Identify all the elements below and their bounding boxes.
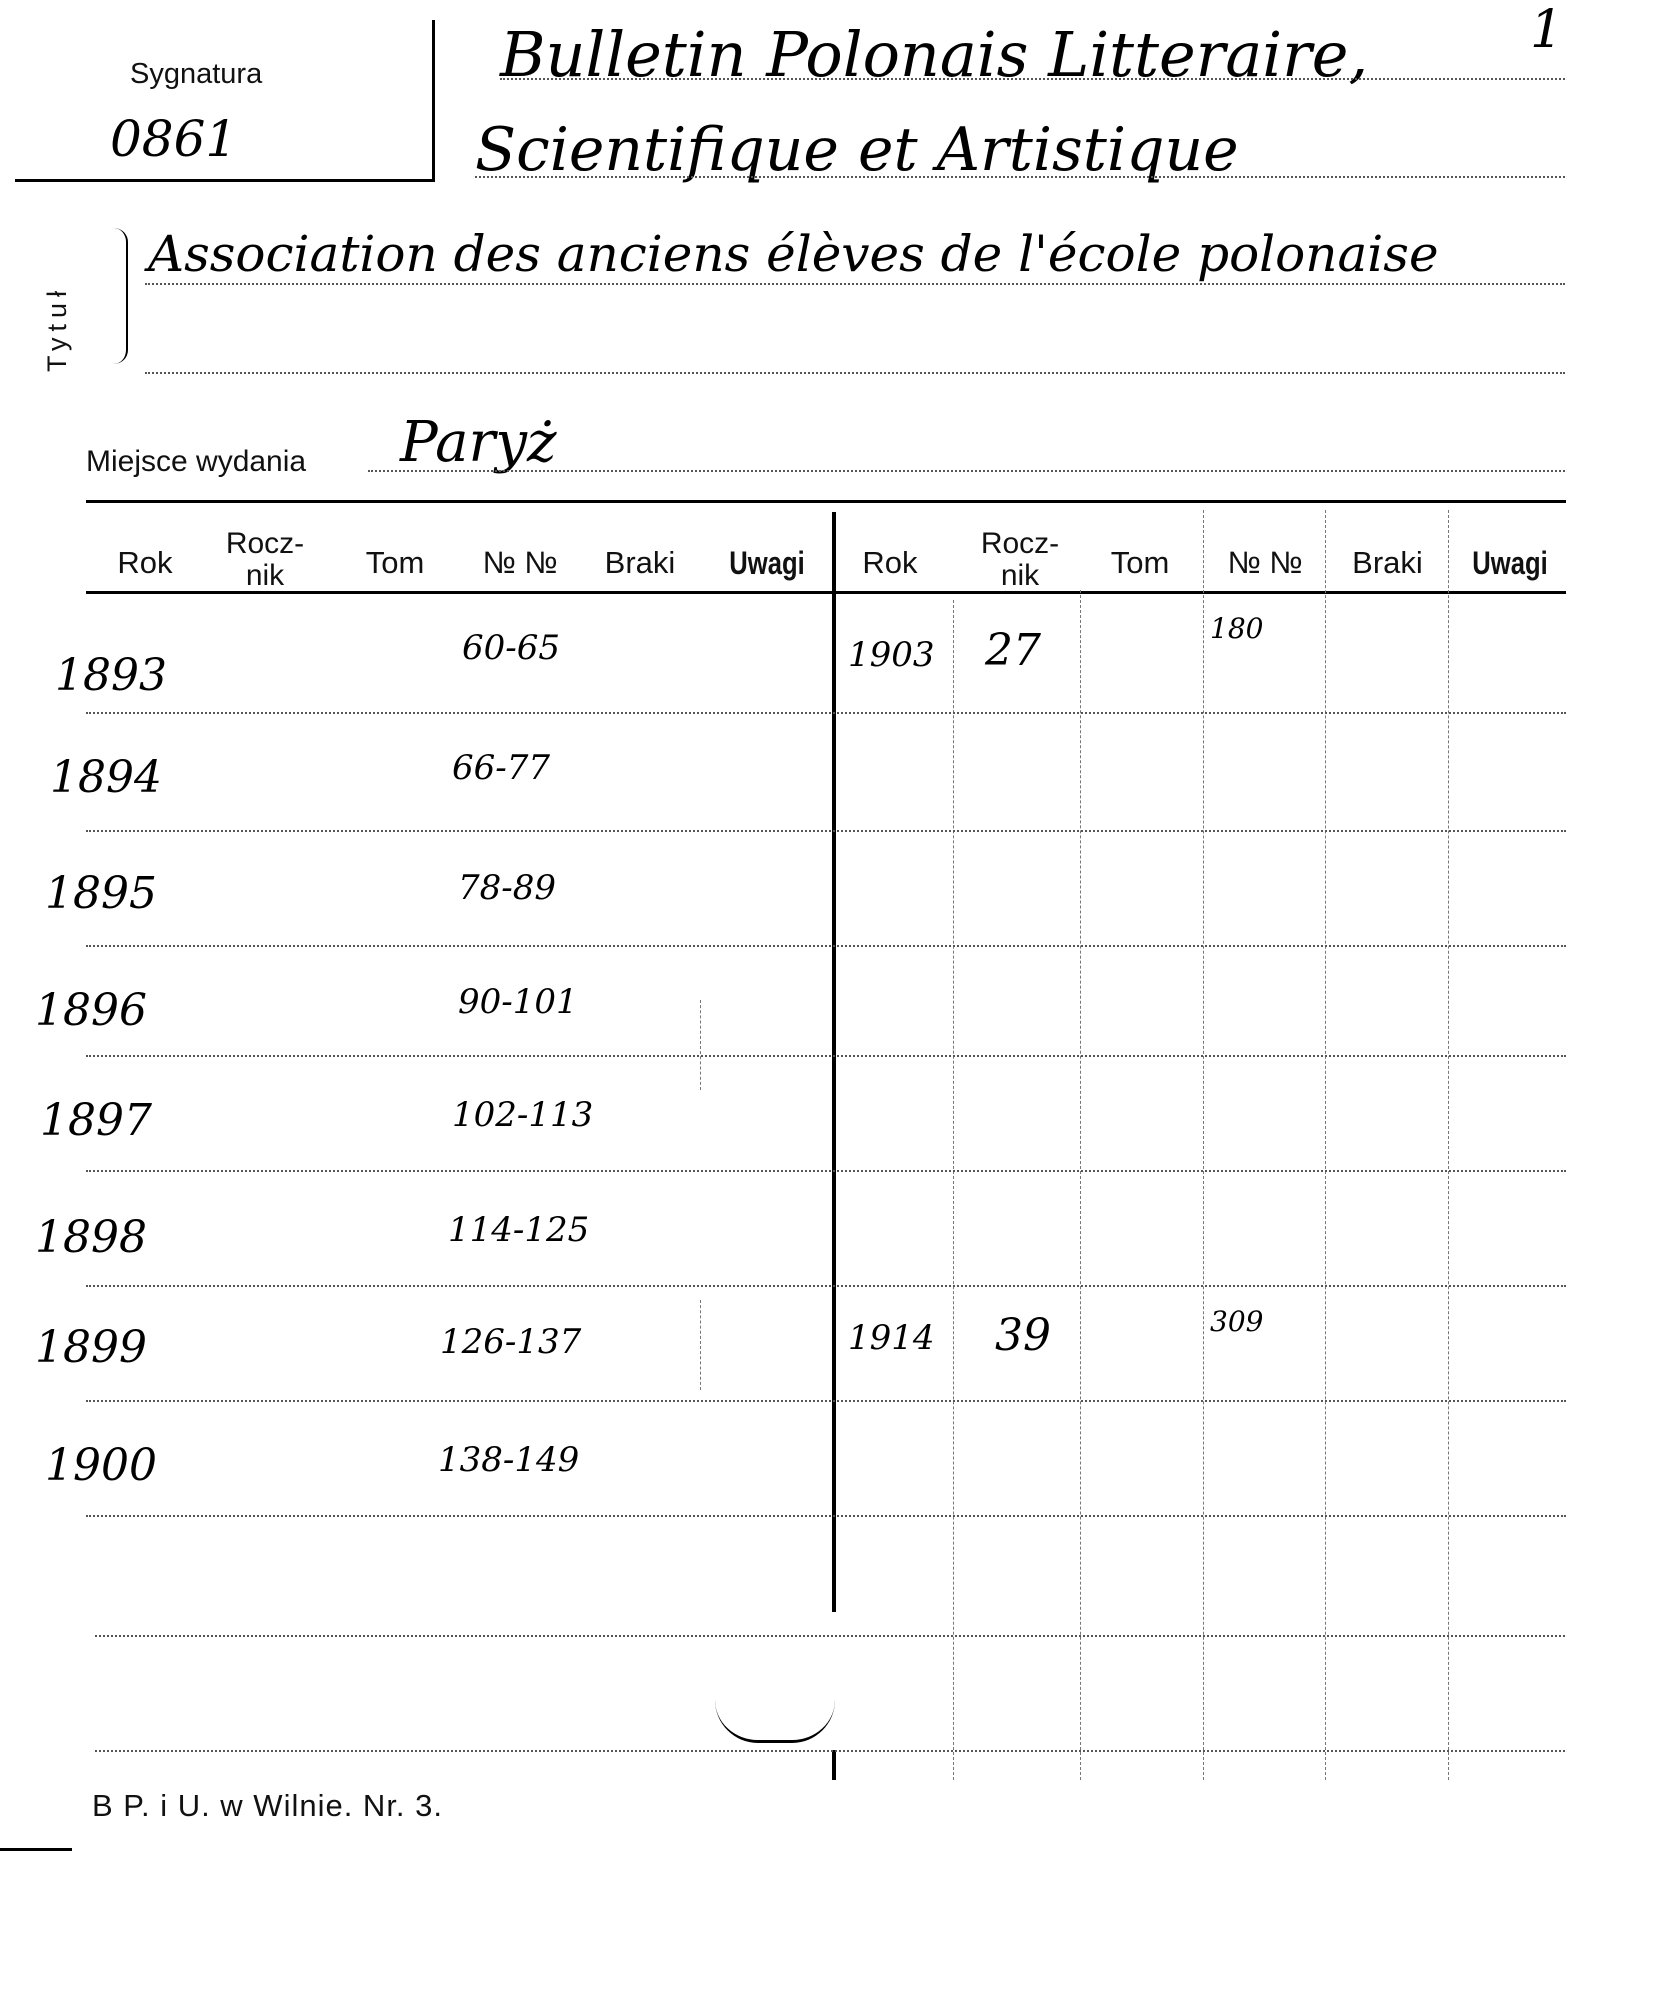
row-rule bbox=[86, 1170, 1566, 1172]
subtitle: Association des anciens élèves de l'école polonaise bbox=[148, 225, 1439, 283]
left-row-6-rok: 1898 bbox=[35, 1212, 147, 1263]
header-rocznik-right: Rocz- nik bbox=[980, 527, 1060, 592]
tytul-brace bbox=[112, 228, 128, 364]
left-row-6-numery: 114-125 bbox=[448, 1210, 590, 1250]
header-numery-right: № № bbox=[1227, 545, 1303, 580]
row-rule bbox=[86, 1400, 1566, 1402]
left-row-7-rok: 1899 bbox=[35, 1322, 147, 1373]
left-row-5-rok: 1897 bbox=[40, 1095, 152, 1146]
header-braki-left: Braki bbox=[604, 545, 676, 580]
row-rule bbox=[95, 1635, 1565, 1637]
row-rule bbox=[86, 830, 1566, 832]
subtitle-rule-2 bbox=[145, 372, 1565, 374]
footer-dash bbox=[0, 1848, 72, 1851]
left-row-1-numery: 60-65 bbox=[462, 628, 561, 668]
left-row-7-numery: 126-137 bbox=[440, 1322, 582, 1362]
row-rule bbox=[86, 712, 1566, 714]
col-sep bbox=[1325, 510, 1326, 1780]
col-sep bbox=[1080, 590, 1081, 1780]
brace-mark bbox=[715, 1700, 835, 1743]
row-rule bbox=[86, 1515, 1566, 1517]
row-rule bbox=[86, 1285, 1566, 1287]
header-rok-left: Rok bbox=[117, 545, 173, 580]
title-line-2: Scientifique et Artistique bbox=[475, 115, 1239, 185]
col-sep bbox=[1448, 510, 1449, 1780]
miejsce-wydania-value: Paryż bbox=[400, 410, 557, 475]
row-rule bbox=[95, 1750, 1565, 1752]
left-row-3-rok: 1895 bbox=[45, 868, 157, 919]
title-line-1-rule bbox=[500, 78, 1565, 80]
right-row-1-rocznik: 27 bbox=[985, 625, 1041, 676]
col-sep bbox=[953, 600, 954, 1780]
header-numery-left: № № bbox=[482, 545, 558, 580]
table-top-rule bbox=[86, 500, 1566, 503]
footer-imprint: B P. i U. w Wilnie. Nr. 3. bbox=[92, 1788, 444, 1823]
miejsce-wydania-label: Miejsce wydania bbox=[86, 445, 307, 478]
col-sep bbox=[700, 1300, 701, 1390]
sygnatura-label: Sygnatura bbox=[130, 58, 263, 90]
left-row-2-numery: 66-77 bbox=[452, 748, 551, 788]
header-braki-right: Braki bbox=[1352, 545, 1423, 580]
row-rule bbox=[86, 1055, 1566, 1057]
header-tom-left: Tom bbox=[365, 545, 425, 580]
table-center-divider-tail bbox=[832, 1750, 836, 1780]
sygnatura-value: 0861 bbox=[110, 110, 238, 168]
left-row-4-numery: 90-101 bbox=[458, 982, 578, 1022]
tytul-label: Tytuł bbox=[42, 284, 72, 372]
left-row-8-numery: 138-149 bbox=[438, 1440, 580, 1480]
row-rule bbox=[86, 945, 1566, 947]
col-sep bbox=[700, 1000, 701, 1090]
right-row-1-rok: 1903 bbox=[848, 635, 935, 675]
right-row-2-rocznik: 39 bbox=[995, 1310, 1051, 1361]
right-row-1-numery: 180 bbox=[1210, 612, 1264, 645]
header-uwagi-right: Uwagi bbox=[1472, 545, 1548, 581]
card-number: 1 bbox=[1530, 0, 1564, 60]
subtitle-rule-1 bbox=[145, 283, 1565, 285]
right-row-2-rok: 1914 bbox=[848, 1318, 935, 1358]
left-row-4-rok: 1896 bbox=[35, 985, 147, 1036]
left-row-8-rok: 1900 bbox=[45, 1440, 157, 1491]
left-row-3-numery: 78-89 bbox=[458, 868, 557, 908]
title-line-2-rule bbox=[475, 176, 1565, 178]
miejsce-rule bbox=[368, 470, 1565, 472]
left-row-2-rok: 1894 bbox=[50, 752, 162, 803]
header-uwagi-left: Uwagi bbox=[729, 545, 805, 581]
left-row-1-rok: 1893 bbox=[55, 650, 167, 701]
table-center-divider bbox=[832, 512, 836, 1612]
header-tom-right: Tom bbox=[1110, 545, 1170, 580]
left-row-5-numery: 102-113 bbox=[452, 1095, 594, 1135]
right-row-2-numery: 309 bbox=[1210, 1305, 1264, 1338]
title-line-1: Bulletin Polonais Litteraire, bbox=[500, 18, 1369, 91]
header-rocznik-left: Rocz- nik bbox=[225, 527, 305, 592]
header-rok-right: Rok bbox=[862, 545, 918, 580]
col-sep bbox=[1203, 510, 1204, 1780]
